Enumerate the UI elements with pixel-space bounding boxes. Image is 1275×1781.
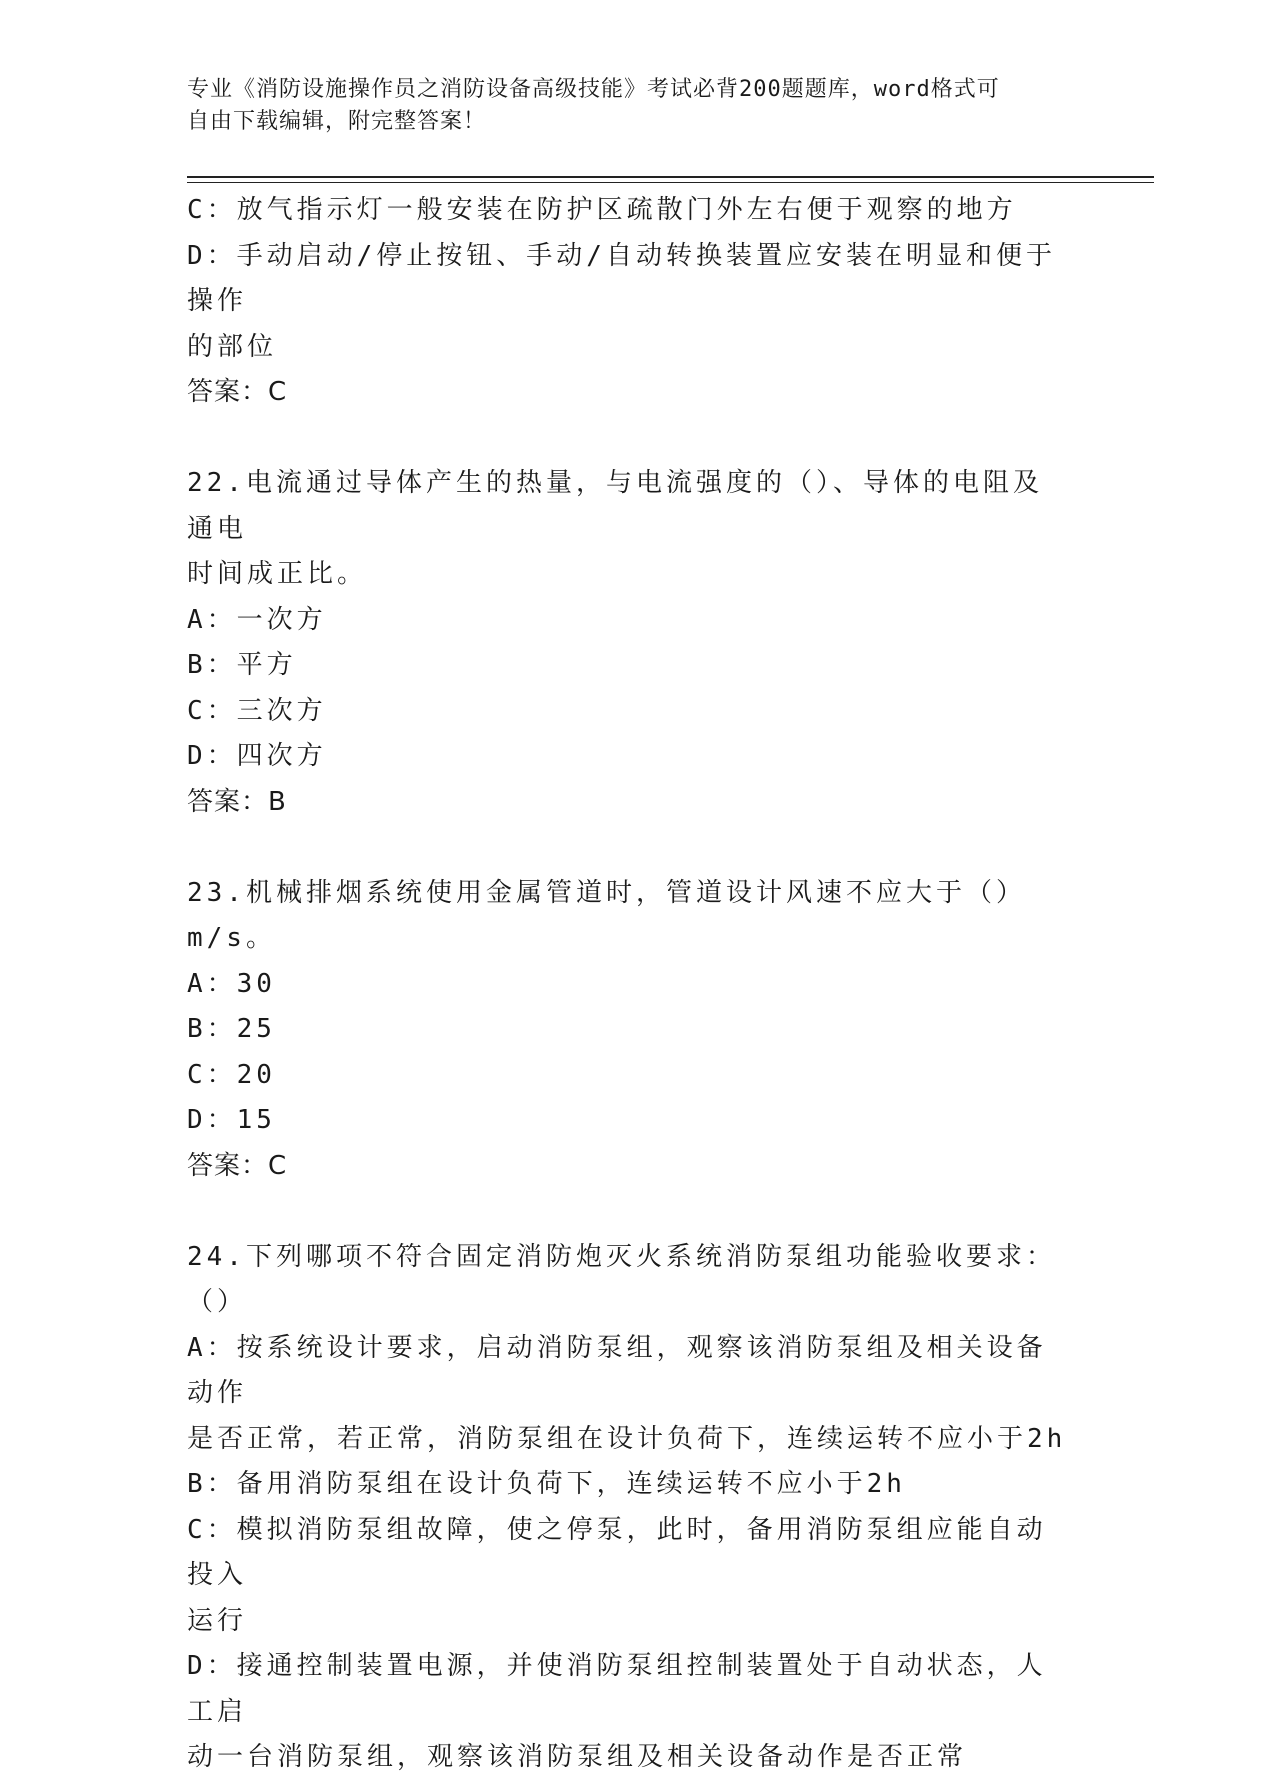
option-d: D：四次方	[187, 741, 327, 771]
option-a-line-2: 是否正常，若正常，消防泵组在设计负荷下，连续运转不应小于2h	[187, 1423, 1067, 1454]
header-divider-thin	[187, 182, 1154, 183]
option-c: C：放气指示灯一般安装在防护区疏散门外左右便于观察的地方	[187, 195, 1017, 225]
option-d-line-1: D：手动启动/停止按钮、手动/自动转换装置应安装在明显和便于操作	[187, 240, 1056, 316]
document-body	[187, 188, 1067, 1781]
option-a: A：一次方	[187, 604, 327, 635]
question-stem-line-1: 24.下列哪项不符合固定消防炮灭火系统消防泵组功能验收要求：（）	[187, 1241, 1056, 1317]
header-line-2: 自由下载编辑，附完整答案！	[187, 109, 487, 134]
option-c: C：三次方	[187, 695, 327, 726]
question-stem-line-1: 23.机械排烟系统使用金属管道时，管道设计风速不应大于（）m/s。	[187, 877, 1026, 953]
option-b: B：25	[187, 1014, 276, 1044]
option-b: B：平方	[187, 650, 297, 680]
option-d: D：15	[187, 1105, 276, 1135]
question-block-23	[187, 871, 1067, 1190]
document-header	[187, 74, 1067, 138]
spacer	[187, 1189, 1067, 1235]
spacer	[187, 416, 1067, 462]
option-a-line-1: A：按系统设计要求，启动消防泵组，观察该消防泵组及相关设备动作	[187, 1332, 1047, 1408]
option-c-line-1: C：模拟消防泵组故障，使之停泵，此时，备用消防泵组应能自动投入	[187, 1514, 1047, 1590]
question-block-24	[187, 1235, 1067, 1781]
question-block-prev	[187, 188, 1067, 416]
header-line-1: 专业《消防设施操作员之消防设备高级技能》考试必背200题题库，word格式可	[187, 77, 1000, 102]
option-d-line-2: 动一台消防泵组，观察该消防泵组及相关设备动作是否正常	[187, 1742, 968, 1772]
question-stem-line-2: 时间成正比。	[187, 559, 368, 589]
question-stem-line-1: 22.电流通过导体产生的热量，与电流强度的（）、导体的电阻及通电	[187, 468, 1043, 544]
answer: 答案：C	[187, 377, 288, 407]
option-d-line-2: 的部位	[187, 331, 278, 362]
option-a: A：30	[187, 968, 276, 999]
option-d-line-1: D：接通控制装置电源，并使消防泵组控制装置处于自动状态，人工启	[187, 1651, 1047, 1727]
option-b: B：备用消防泵组在设计负荷下，连续运转不应小于2h	[187, 1469, 906, 1499]
option-c-line-2: 运行	[187, 1605, 248, 1636]
answer: 答案：B	[187, 786, 287, 817]
question-block-22	[187, 461, 1067, 825]
answer: 答案：C	[187, 1150, 288, 1181]
spacer	[187, 825, 1067, 871]
option-c: C：20	[187, 1059, 276, 1090]
header-divider-thick	[187, 176, 1154, 178]
